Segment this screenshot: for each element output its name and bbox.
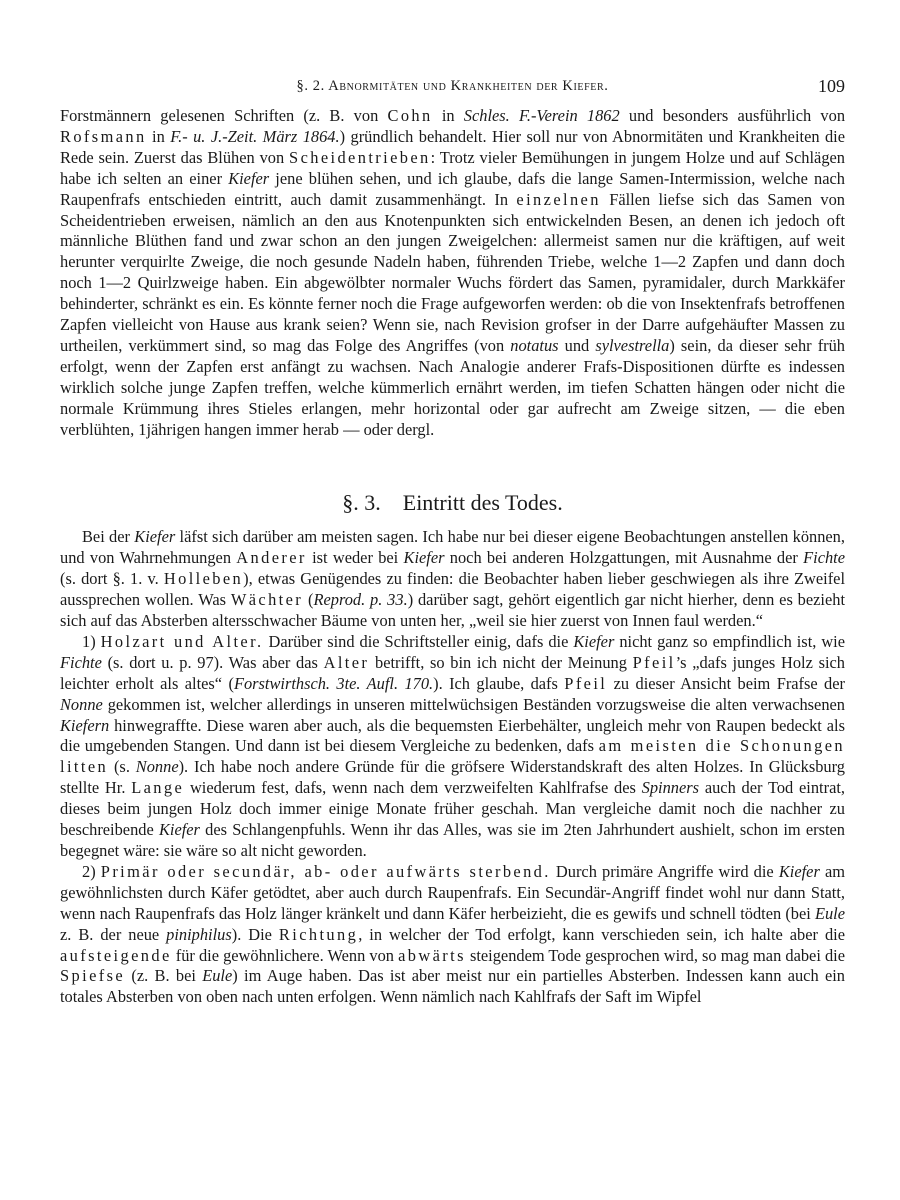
- text-run: (s. dort u. p. 97). Was aber das: [101, 652, 324, 672]
- emphasis-term: Scheidentrieben: [289, 147, 431, 167]
- emphasis-term: am meisten die Schonungen litten: [60, 736, 845, 777]
- text-run: Darüber sind die Schriftsteller einig, dafs die: [263, 631, 574, 651]
- text-run: ). Ich habe noch andere Gründe für die gröfsere Widerstandskraft des alten Holzes. In Glücksburg stellte Hr.: [60, 757, 845, 798]
- text-run: 1): [82, 631, 101, 651]
- text-run: und: [558, 335, 596, 355]
- paragraph: [60, 527, 845, 632]
- text-run: ) gründlich behandelt. Hier soll nur von Abnormitäten und Krankheiten die Rede sein. Zuerst das Blühen von: [60, 126, 845, 167]
- text-run: Fällen liefse sich das Samen von Scheidentrieben erweisen, nämlich an den aus Knotenpunkten sich entwickelnden Besen, an denen ich jedoch oft männliche Blüthen fand und zwar schon an den jungen Zweigelchen: allermeist samen nur die kräftigen, auf weit herunter verquirlte Zweige, die noch gesunde Nadeln haben, führenden Triebe, welche 1—2 Zapfen und dann doch noch 1—2 Quirlzweige haben. Ein abgewölbter normaler Wuchs fördert das Samen, pyramidaler, durch Markkäfer behinderter, schränkt es ein. Es könnte ferner noch die Frage aufgeworfen werden: ob die von Insektenfrafs betroffenen Zapfen vielleicht von Hause aus krank seien? Wenn sie, nach Revision grofser in der Darre aufgehäufter Massen zu urtheilen, verkümmert sind, so mag das Folge des Angriffes (von: [60, 189, 845, 355]
- text-run: des Schlangenpfuhls. Wenn ihr das Alles, was sie im 2ten Jahrhundert aushielt, schon im ersten begegnet wäre: sie wäre so alt nicht geworden.: [60, 820, 845, 860]
- author-name: Pfeil: [632, 652, 676, 672]
- species-name: Fichte: [803, 548, 845, 568]
- emphasis-term: aufsteigende: [60, 945, 172, 965]
- text-run: hinwegraffte. Diese waren aber auch, als die bequemsten Eierbehälter, ungleich mehr von Raupen bedeckt als die umgebenden Stangen. Und dann ist bei diesem Vergleiche zu bedenken, dafs: [60, 715, 845, 756]
- text-run: am gewöhnlichsten durch Käfer getödtet, aber auch durch Raupenfrafs. Ein Secundär-Angriff findet wohl nur dann Statt, wenn nach Raupenfrafs das Holz länger kränkelt und dann Käfer herbeizieht, die es gewifs und schnell tödten (bei: [60, 861, 845, 923]
- text-run: ). Ich glaube, dafs: [433, 673, 565, 693]
- text-run: Forstmännern gelesenen Schriften (z. B. von: [60, 106, 388, 125]
- text-run: , in welcher der Tod erfolgt, kann verschieden sein, ich halte aber die: [358, 924, 845, 944]
- text-run: : Trotz vieler Bemühungen in jungem Holze und auf Schlägen habe ich selten an einer: [60, 147, 845, 188]
- species-name: Kiefer: [403, 548, 445, 568]
- paragraph: [60, 862, 845, 1008]
- text-run: ) im Auge haben. Das ist aber meist nur ein partielles Absterben. Indessen kann auch ein totales Absterben von oben nach unten erfolgen. Wenn nämlich nach Kahlfrafs der Saft im Wipfel: [60, 966, 845, 1007]
- text-run: ) sein, da dieser sehr früh erfolgt, wenn der Zapfen erst anfängt zu wachsen. Nach Analogie anderer Frafs-Dispositionen dürfte es indessen wirklich solche junge Zapfen treffen, welche kümmerlich ernährt werden, im tiefen Schatten hängen oder nicht die normale Krümmung ihres Stieles erlangen, mehr horizontal oder gar aufrecht am Zweige sitzen, — die eben verblühten, 1jährigen hangen immer herab — oder dergl.: [60, 335, 846, 439]
- text-run: in: [432, 106, 464, 125]
- text-run: ), etwas Genügendes zu finden: die Beobachter haben lieber geschwiegen als ihre Zweifel aussprechen wollen. Was: [60, 569, 846, 610]
- species-name: Kiefer: [134, 527, 176, 547]
- text-run: läfst sich darüber am meisten sagen. Ich habe nur bei dieser eigene Beobachtungen anstellen können, und von Wahrnehmungen: [60, 527, 845, 568]
- text-run: ). Die: [231, 924, 279, 944]
- text-run: betrifft, so bin ich nicht der Meinung: [369, 652, 633, 672]
- running-head: [60, 78, 845, 102]
- subsection-heading: Holzart und Alter.: [100, 631, 264, 651]
- species-name: notatus: [510, 335, 559, 355]
- text-run: Durch primäre Angriffe wird die: [550, 861, 779, 881]
- emphasis-term: Spiefse: [60, 966, 126, 986]
- citation: F.- u. J.-Zeit. März 1864.: [170, 126, 340, 146]
- citation: Forstwirthsch. 3te. Aufl. 170.: [233, 673, 434, 693]
- text-run: z. B. der neue: [60, 924, 167, 944]
- paragraph: [60, 632, 845, 862]
- text-run: ’s „dafs junges Holz sich leichter erholt als altes“ (: [60, 652, 845, 693]
- text-run: in: [146, 126, 171, 146]
- species-name: Kiefern: [60, 715, 110, 735]
- author-name: Holleben: [163, 569, 244, 589]
- species-name: piniphilus: [166, 924, 232, 944]
- emphasis-term: Anderer: [236, 548, 307, 568]
- paragraph-continuation: [60, 106, 845, 441]
- author-name: Lange: [131, 778, 185, 798]
- text-run: noch bei anderen Holzgattungen, mit Ausnahme der: [444, 548, 804, 568]
- page-body: [60, 106, 845, 1008]
- text-run: ) darüber sagt, gehört eigentlich gar nicht hierher, denn es bezieht sich auf das Absterben altersschwacher Bäume von unten her, „weil sie hier zuerst von Innen faul werden.“: [60, 590, 845, 631]
- emphasis-term: einzelnen: [516, 189, 601, 209]
- section-title: Eintritt des Todes.: [402, 489, 563, 515]
- species-name: Fichte: [60, 652, 102, 672]
- text-run: und besonders ausführlich von: [619, 106, 846, 125]
- text-run: (z. B. bei: [125, 966, 203, 986]
- species-name: Kiefer: [573, 631, 615, 651]
- text-run: 2): [82, 861, 101, 881]
- author-name: Wächter: [230, 590, 304, 610]
- emphasis-term: Richtung: [278, 924, 359, 944]
- author-name: Rofsmann: [60, 126, 147, 146]
- text-run: jene blühen sehen, und ich glaube, dafs die lange Samen-Intermission, welche nach Raupenfrafs entschieden eintritt, auch damit zusammenhängt. In: [60, 168, 845, 209]
- species-name: Nonne: [135, 757, 179, 777]
- text-run: zu dieser Ansicht beim Frafse der: [607, 673, 845, 693]
- species-name: Kiefer: [158, 820, 200, 840]
- text-run: gekommen ist, welcher allerdings in unseren mittelwüchsigen Beständen vorzugsweise die alten verwachsenen: [102, 694, 845, 714]
- species-name: Nonne: [60, 694, 103, 714]
- section-number: §. 3.: [342, 489, 381, 515]
- species-name: Kiefer: [228, 168, 270, 188]
- text-run: (: [303, 590, 314, 610]
- species-name: Eule: [814, 903, 845, 923]
- section-heading: [60, 489, 845, 515]
- text-run: steigendem Tode gesprochen wird, so mag man dabei die: [465, 945, 845, 965]
- author-name: Cohn: [387, 106, 433, 125]
- emphasis-term: Alter: [323, 652, 370, 672]
- text-run: nicht ganz so empfindlich ist, wie: [614, 631, 845, 651]
- citation: Schles. F.-Verein 1862: [463, 106, 620, 125]
- text-run: für die gewöhnlichere. Wenn von: [171, 945, 399, 965]
- text-run: Bei der: [82, 527, 135, 547]
- species-name: Spinners: [641, 778, 700, 798]
- citation: Reprod. p. 33.: [313, 590, 408, 610]
- author-name: Pfeil: [564, 673, 608, 693]
- text-run: (s.: [108, 757, 136, 777]
- text-run: (s. dort §. 1. v.: [60, 569, 164, 589]
- text-run: auch der Tod eintrat, dieses beim jungen Holz doch immer einige Monate früher geschah. Man vergleiche damit noch die nachher zu beschreibende: [60, 778, 845, 840]
- species-name: Eule: [202, 966, 233, 986]
- emphasis-term: abwärts: [398, 945, 466, 965]
- text-run: ist weder bei: [306, 548, 404, 568]
- species-name: sylvestrella: [595, 335, 670, 355]
- page-number: 109: [818, 76, 845, 96]
- running-head-title: §. 2. Abnormitäten und Krankheiten der Kiefer.: [296, 78, 609, 94]
- subsection-heading: Primär oder secundär, ab- oder aufwärts sterbend.: [100, 861, 551, 881]
- species-name: Kiefer: [778, 861, 820, 881]
- text-run: wiederum fest, dafs, wenn nach dem verzweifelten Kahlfrafse des: [184, 778, 642, 798]
